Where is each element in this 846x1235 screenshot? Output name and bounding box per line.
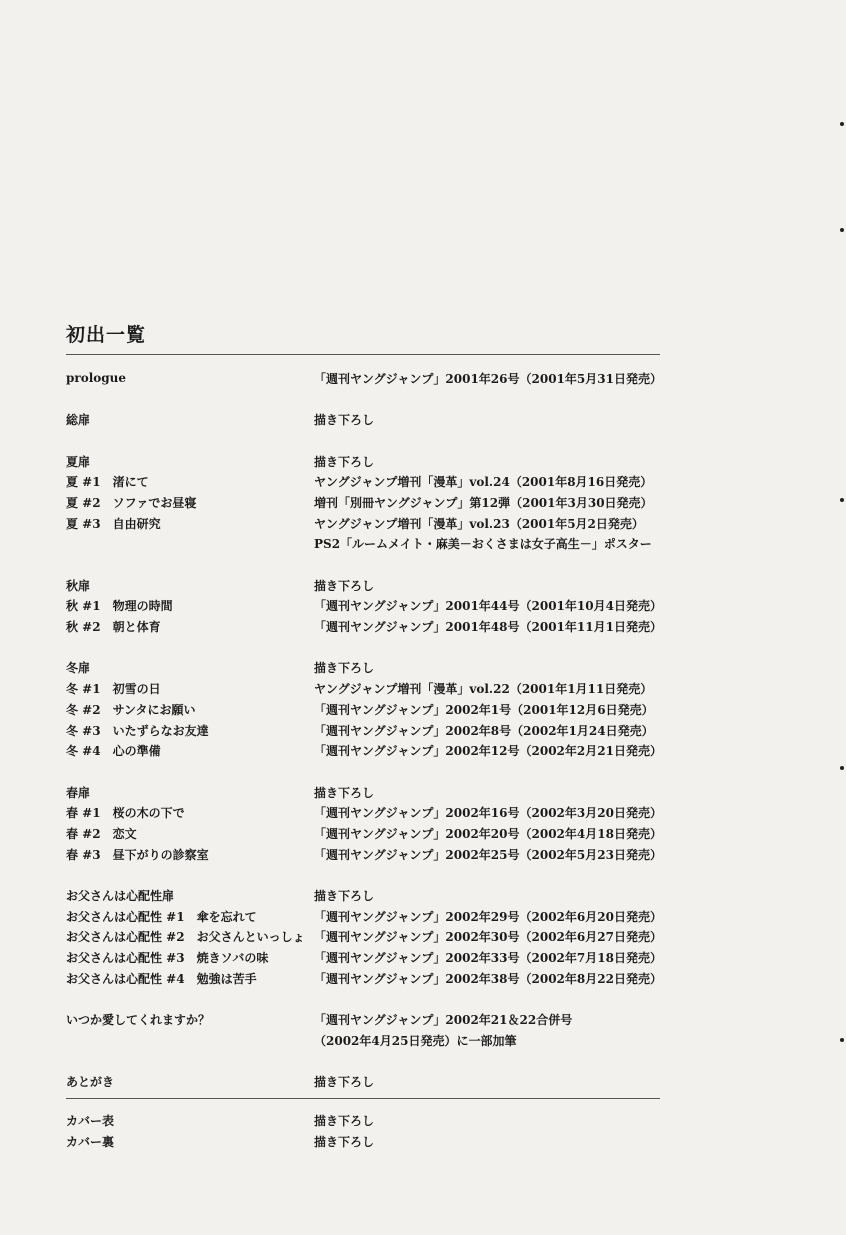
- publication-info: ヤングジャンプ増刊「漫革」vol.24（2001年8月16日発売）: [314, 475, 653, 490]
- work-title: お父さんは心配性 #4 勉強は苦手: [66, 971, 257, 986]
- credit-row: [66, 451, 666, 472]
- publication-info: 「週刊ヤングジャンプ」2002年25号（2002年5月23日発売）: [314, 847, 662, 862]
- credit-row: [66, 492, 666, 513]
- credit-row: [66, 720, 666, 741]
- credit-row: [66, 823, 666, 844]
- publication-info: 描き下ろし: [314, 1075, 375, 1090]
- cover-divider: [66, 1098, 660, 1099]
- publication-info: 描き下ろし: [314, 578, 375, 593]
- work-title: 春 #3 昼下がりの診察室: [66, 847, 209, 862]
- credit-row: [66, 699, 666, 720]
- publication-info: 描き下ろし: [314, 785, 375, 800]
- publication-info: 「週刊ヤングジャンプ」2001年44号（2001年10月4日発売）: [314, 599, 662, 614]
- publication-info: PS2「ルームメイト・麻美－おくさまは女子高生－」ポスター: [314, 537, 652, 552]
- credit-row: [66, 678, 666, 699]
- credit-row: [66, 409, 666, 430]
- section-gap: [66, 554, 666, 575]
- work-title: 春 #1 桜の木の下で: [66, 806, 185, 821]
- work-title: 冬 #1 初雪の日: [66, 682, 161, 697]
- work-title: 夏扉: [66, 454, 91, 469]
- work-title: 夏 #1 渚にて: [66, 475, 149, 490]
- work-title: 冬 #4 心の準備: [66, 744, 161, 759]
- credit-row: [66, 968, 666, 989]
- publication-info: （2002年4月25日発売）に一部加筆: [314, 1033, 517, 1048]
- work-title: 冬 #2 サンタにお願い: [66, 702, 196, 717]
- credit-row: [66, 658, 666, 679]
- cover-credits: [66, 1110, 666, 1151]
- credit-row: [66, 575, 666, 596]
- credit-row: [66, 906, 666, 927]
- work-title: お父さんは心配性 #1 傘を忘れて: [66, 909, 257, 924]
- credit-row: [66, 1071, 666, 1092]
- page-edge-dot: [840, 228, 844, 232]
- work-title: 春 #2 恋文: [66, 826, 137, 841]
- work-title: お父さんは心配性 #3 焼きソバの味: [66, 951, 269, 966]
- publication-info: 「週刊ヤングジャンプ」2002年33号（2002年7月18日発売）: [314, 951, 662, 966]
- credit-row: [66, 616, 666, 637]
- publication-info: 「週刊ヤングジャンプ」2002年1号（2001年12月6日発売）: [314, 702, 654, 717]
- work-title: 秋扉: [66, 578, 91, 593]
- work-title: 秋 #1 物理の時間: [66, 599, 173, 614]
- credit-row: [66, 1030, 666, 1051]
- publication-info: 「週刊ヤングジャンプ」2002年16号（2002年3月20日発売）: [314, 806, 662, 821]
- work-title: あとがき: [66, 1075, 115, 1090]
- credit-row: [66, 885, 666, 906]
- publication-info: 「週刊ヤングジャンプ」2002年29号（2002年6月20日発売）: [314, 909, 662, 924]
- credit-row: [66, 471, 666, 492]
- work-title: お父さんは心配性扉: [66, 889, 175, 904]
- section-gap: [66, 761, 666, 782]
- credit-row: [66, 947, 666, 968]
- work-title: 秋 #2 朝と体育: [66, 620, 161, 635]
- publication-info: 描き下ろし: [314, 661, 375, 676]
- work-title: 夏 #3 自由研究: [66, 516, 161, 531]
- credit-row: [66, 1131, 666, 1152]
- section-gap: [66, 989, 666, 1010]
- work-title: 春扉: [66, 785, 91, 800]
- work-title: お父さんは心配性 #2 お父さんといっしょ: [66, 930, 305, 945]
- section-gap: [66, 1051, 666, 1072]
- credit-row: [66, 927, 666, 948]
- publication-info: 「週刊ヤングジャンプ」2002年20号（2002年4月18日発売）: [314, 826, 662, 841]
- work-title: カバー裏: [66, 1134, 115, 1149]
- credit-row: [66, 1110, 666, 1131]
- credit-row: [66, 534, 666, 555]
- work-title: 総扉: [66, 413, 91, 428]
- work-title: 冬扉: [66, 661, 91, 676]
- section-gap: [66, 637, 666, 658]
- credit-row: [66, 513, 666, 534]
- title-divider: [66, 354, 660, 355]
- section-gap: [66, 865, 666, 886]
- publication-info: 「週刊ヤングジャンプ」2002年21＆22合併号: [314, 1013, 573, 1028]
- work-title: prologue: [66, 371, 127, 386]
- work-title: カバー表: [66, 1113, 115, 1128]
- publication-info: 描き下ろし: [314, 454, 375, 469]
- publication-info: 描き下ろし: [314, 1113, 375, 1128]
- page-edge-dot: [840, 122, 844, 126]
- page-edge-dot: [840, 766, 844, 770]
- credit-row: [66, 740, 666, 761]
- publication-info: ヤングジャンプ増刊「漫革」vol.23（2001年5月2日発売）: [314, 516, 644, 531]
- publication-info: ヤングジャンプ増刊「漫革」vol.22（2001年1月11日発売）: [314, 682, 653, 697]
- publication-info: 「週刊ヤングジャンプ」2002年30号（2002年6月27日発売）: [314, 930, 662, 945]
- publication-info: 「週刊ヤングジャンプ」2001年48号（2001年11月1日発売）: [314, 620, 662, 635]
- page-title: 初出一覧: [66, 324, 147, 346]
- work-title: 夏 #2 ソファでお昼寝: [66, 495, 197, 510]
- section-gap: [66, 430, 666, 451]
- publication-info: 描き下ろし: [314, 889, 375, 904]
- work-title: いつか愛してくれますか？: [66, 1013, 211, 1028]
- first-appearance-list: [66, 368, 666, 1092]
- section-gap: [66, 389, 666, 410]
- publication-info: 描き下ろし: [314, 413, 375, 428]
- credit-row: [66, 844, 666, 865]
- publication-info: 「週刊ヤングジャンプ」2001年26号（2001年5月31日発売）: [314, 371, 662, 386]
- page-edge-dot: [840, 498, 844, 502]
- publication-info: 描き下ろし: [314, 1134, 375, 1149]
- credit-row: [66, 368, 666, 389]
- publication-info: 「週刊ヤングジャンプ」2002年8号（2002年1月24日発売）: [314, 723, 654, 738]
- credit-row: [66, 1009, 666, 1030]
- publication-info: 増刊「別冊ヤングジャンプ」第12弾（2001年3月30日発売）: [314, 495, 653, 510]
- publication-info: 「週刊ヤングジャンプ」2002年38号（2002年8月22日発売）: [314, 971, 662, 986]
- credit-row: [66, 782, 666, 803]
- credit-row: [66, 596, 666, 617]
- work-title: 冬 #3 いたずらなお友達: [66, 723, 209, 738]
- page-edge-dot: [840, 1038, 844, 1042]
- credit-row: [66, 802, 666, 823]
- publication-info: 「週刊ヤングジャンプ」2002年12号（2002年2月21日発売）: [314, 744, 662, 759]
